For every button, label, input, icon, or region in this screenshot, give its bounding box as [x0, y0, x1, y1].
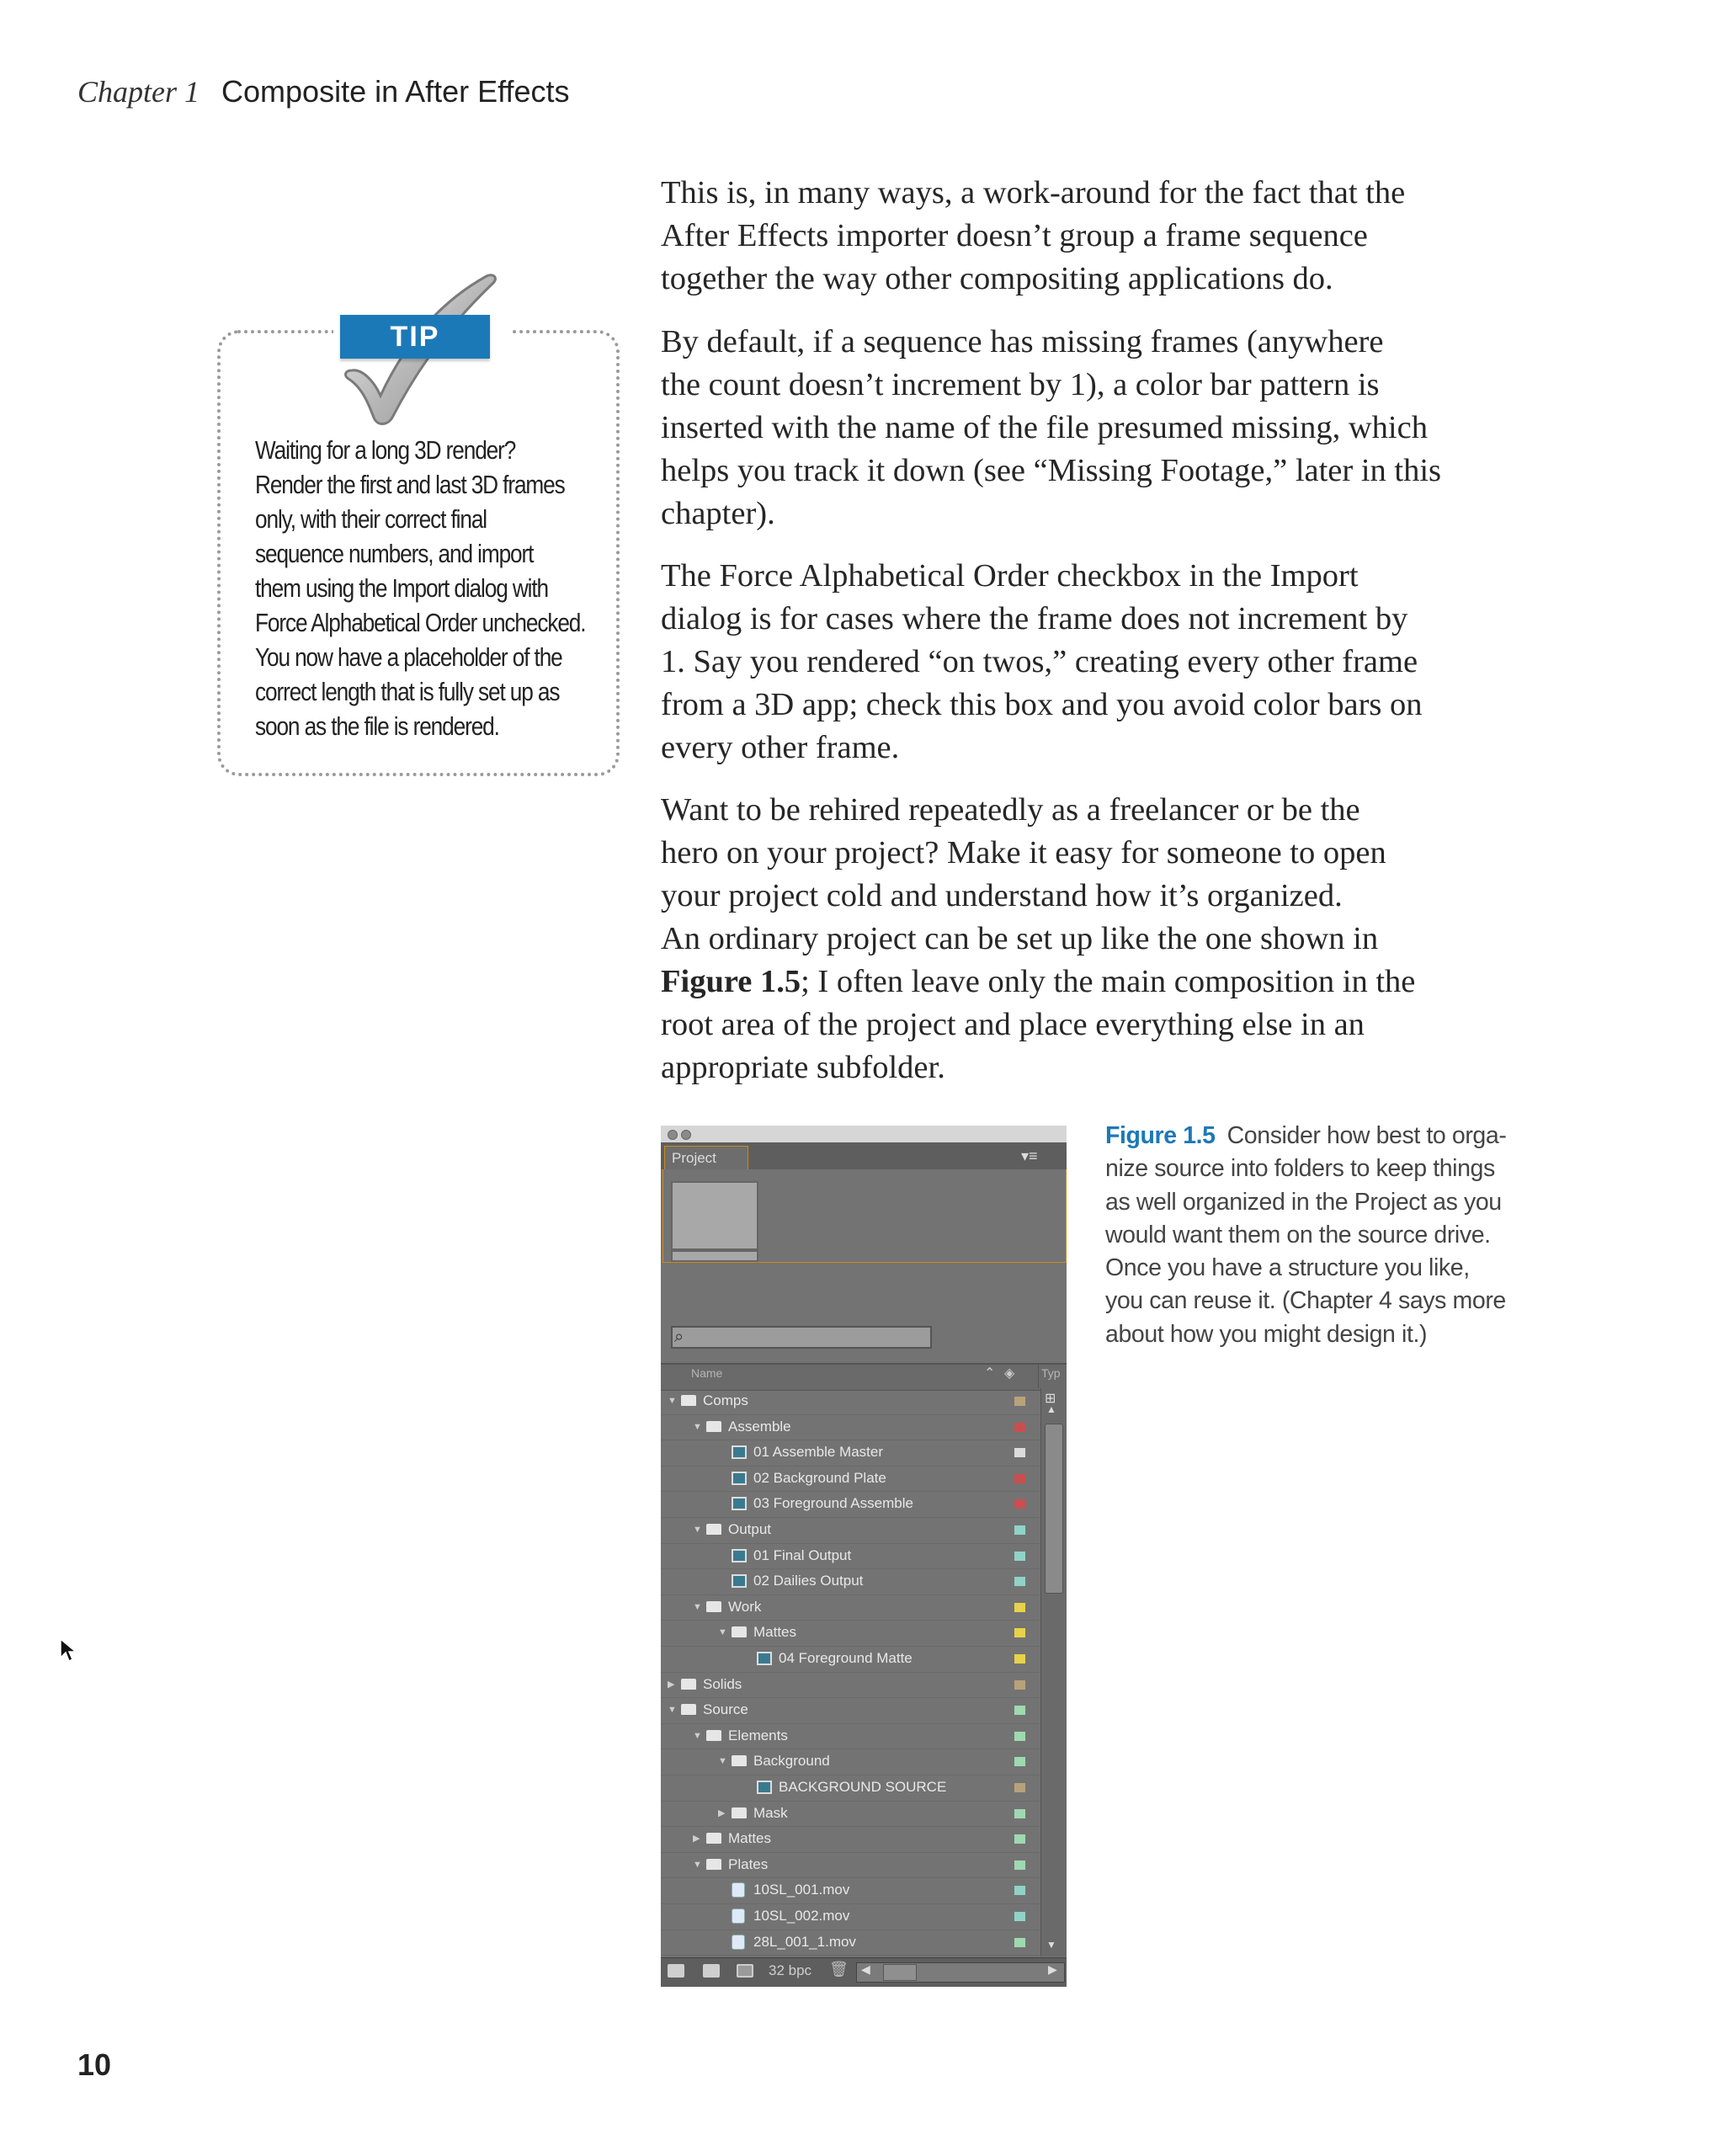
tree-item-label: 02 Background Plate	[753, 1469, 886, 1486]
label-color-swatch[interactable]	[1014, 1834, 1025, 1844]
tree-folder-row[interactable]	[661, 1723, 1040, 1750]
label-color-swatch[interactable]	[1014, 1552, 1025, 1561]
label-color-swatch[interactable]	[1014, 1809, 1025, 1818]
tree-item-label: 01 Assemble Master	[753, 1444, 884, 1461]
disclosure-expanded-icon[interactable]: ▼	[693, 1421, 702, 1432]
disclosure-expanded-icon[interactable]: ▼	[718, 1627, 727, 1638]
composition-icon	[757, 1781, 772, 1794]
column-name-header[interactable]: Name	[691, 1366, 723, 1380]
tree-item-label: Solids	[703, 1675, 742, 1692]
tree-item-label: Background	[753, 1753, 830, 1770]
tab-project[interactable]: Project	[664, 1146, 748, 1169]
flowchart-icon[interactable]: ⊞	[1045, 1392, 1056, 1406]
quicktime-icon	[732, 1882, 745, 1898]
tree-item-label: Work	[728, 1598, 762, 1615]
tree-folder-row[interactable]	[661, 1388, 1040, 1415]
figure-caption	[1105, 1120, 1518, 1351]
disclosure-collapsed-icon[interactable]: ▶	[668, 1679, 675, 1690]
label-color-swatch[interactable]	[1014, 1525, 1025, 1535]
folder-icon	[706, 1601, 721, 1612]
label-color-swatch[interactable]	[1014, 1783, 1025, 1792]
folder-icon	[706, 1833, 721, 1844]
tree-item-row[interactable]	[661, 1543, 1040, 1570]
tree-item-label: 01 Final Output	[753, 1546, 852, 1563]
tree-item-label: Mattes	[728, 1830, 772, 1847]
tree-folder-row[interactable]	[661, 1826, 1040, 1853]
caption-line: you can reuse it. (Chapter 4 says more	[1105, 1287, 1506, 1315]
text-line: root area of the project and place everything else in an	[661, 1007, 1365, 1042]
tree-item-row[interactable]	[661, 1491, 1040, 1518]
text-line: every other frame.	[661, 730, 900, 765]
scroll-up-icon[interactable]: ▲	[1046, 1403, 1056, 1415]
text-line: hero on your project? Make it easy for someone to open	[661, 835, 1386, 870]
tree-folder-row[interactable]	[661, 1801, 1040, 1828]
label-color-swatch[interactable]	[1014, 1938, 1025, 1947]
scroll-left-icon[interactable]: ◀	[861, 1962, 870, 1976]
label-color-swatch[interactable]	[1014, 1732, 1025, 1741]
tip-text	[255, 434, 609, 744]
tree-item-label: 10SL_001.mov	[753, 1882, 850, 1898]
label-color-swatch[interactable]	[1014, 1423, 1025, 1432]
caption-figure-label: Figure 1.5	[1105, 1122, 1216, 1149]
text-line: This is, in many ways, a work-around for the fact that the	[661, 175, 1406, 210]
chapter-title: Composite in After Effects	[221, 74, 570, 109]
new-comp-icon[interactable]	[737, 1964, 753, 1978]
mouse-pointer-icon	[59, 1637, 77, 1663]
text-line: Want to be rehired repeatedly as a freelancer or be the	[661, 792, 1360, 828]
tip-line: them using the Import dialog with	[255, 574, 549, 603]
label-color-swatch[interactable]	[1014, 1680, 1025, 1690]
label-color-swatch[interactable]	[1014, 1603, 1025, 1612]
text-line: 1. Say you rendered “on twos,” creating every other frame	[661, 644, 1418, 679]
thumbnail-divider	[671, 1248, 758, 1252]
text-line: After Effects importer doesn’t group a frame sequence	[661, 218, 1368, 253]
tree-item-label: Output	[728, 1521, 772, 1537]
tree-folder-row[interactable]	[661, 1594, 1040, 1621]
tree-item-label: Comps	[703, 1392, 748, 1408]
folder-icon	[681, 1679, 696, 1690]
label-color-swatch[interactable]	[1014, 1861, 1025, 1870]
tree-item-row[interactable]	[661, 1466, 1040, 1493]
tip-line: Force Alphabetical Order unchecked.	[255, 609, 586, 637]
tree-folder-row[interactable]	[661, 1749, 1040, 1775]
tree-item-row[interactable]	[661, 1568, 1040, 1595]
tip-line: soon as the file is rendered.	[255, 712, 499, 741]
project-panel-screenshot	[661, 1126, 1067, 1987]
tree-item-row[interactable]	[661, 1440, 1040, 1467]
column-type-header[interactable]: Typ	[1041, 1366, 1061, 1380]
label-color-swatch[interactable]	[1014, 1654, 1025, 1664]
window-close-icon[interactable]	[668, 1130, 678, 1140]
text-line: By default, if a sequence has missing frames (anywhere	[661, 324, 1384, 359]
tree-folder-row[interactable]	[661, 1672, 1040, 1699]
text-line: inserted with the name of the file presumed missing, which	[661, 410, 1428, 445]
tree-item-label: Plates	[728, 1855, 769, 1872]
tip-line: Waiting for a long 3D render?	[255, 436, 516, 465]
tree-item-label: 28L_001_1.mov	[753, 1933, 856, 1950]
label-color-swatch[interactable]	[1014, 1706, 1025, 1715]
label-tag-icon[interactable]: ◈	[1004, 1366, 1015, 1381]
caption-line: would want them on the source drive.	[1105, 1221, 1491, 1248]
caption-line: as well organized in the Project as you	[1105, 1188, 1502, 1216]
tree-item-label: Mattes	[753, 1624, 797, 1641]
label-color-swatch[interactable]	[1014, 1577, 1025, 1586]
disclosure-expanded-icon[interactable]: ▼	[693, 1730, 702, 1741]
body-paragraph-2	[661, 321, 1511, 535]
caption-line	[1105, 1120, 1518, 1153]
text-line	[661, 961, 1511, 1003]
search-icon: ⌕	[674, 1328, 684, 1346]
disclosure-expanded-icon[interactable]: ▼	[718, 1756, 727, 1767]
label-color-swatch[interactable]	[1014, 1912, 1025, 1921]
tree-item-label: Assemble	[728, 1418, 791, 1435]
disclosure-collapsed-icon[interactable]: ▶	[693, 1834, 700, 1845]
panel-menu-icon[interactable]: ▾≡	[1021, 1147, 1038, 1164]
text-line: dialog is for cases where the frame does not increment by	[661, 601, 1408, 636]
scroll-right-icon[interactable]: ▶	[1048, 1962, 1057, 1976]
composition-icon	[757, 1652, 772, 1665]
tree-item-label: 03 Foreground Assemble	[753, 1495, 913, 1512]
horizontal-scroll-thumb[interactable]	[883, 1964, 917, 1981]
interpret-footage-icon[interactable]	[668, 1964, 684, 1978]
tree-item-row[interactable]	[661, 1903, 1040, 1930]
tip-line: Render the first and last 3D frames	[255, 471, 565, 499]
tree-item-label: 10SL_002.mov	[753, 1908, 850, 1924]
tree-item-row[interactable]	[661, 1930, 1040, 1956]
tree-item-label: Elements	[728, 1727, 788, 1743]
caption-line: about how you might design it.)	[1105, 1320, 1428, 1348]
folder-icon	[706, 1730, 721, 1741]
scroll-down-icon[interactable]: ▼	[1046, 1939, 1056, 1951]
disclosure-expanded-icon[interactable]: ▼	[693, 1525, 702, 1535]
window-minimize-icon[interactable]	[681, 1130, 691, 1140]
tree-item-row[interactable]	[661, 1775, 1040, 1802]
body-paragraph-4	[661, 789, 1511, 1089]
tip-line: sequence numbers, and import	[255, 540, 534, 568]
folder-icon	[732, 1807, 747, 1818]
text-line: from a 3D app; check this box and you avoid color bars on	[661, 687, 1423, 722]
composition-icon	[732, 1574, 747, 1588]
folder-icon	[706, 1859, 721, 1870]
label-color-swatch[interactable]	[1014, 1448, 1025, 1457]
quicktime-icon	[732, 1908, 745, 1924]
label-color-swatch[interactable]	[1014, 1757, 1025, 1766]
window-title-bar	[661, 1126, 1067, 1143]
text-line: The Force Alphabetical Order checkbox in the Import	[661, 558, 1359, 594]
column-separator	[1038, 1363, 1039, 1388]
tree-item-label: 02 Dailies Output	[753, 1573, 864, 1589]
disclosure-collapsed-icon[interactable]: ▶	[718, 1807, 726, 1818]
tree-item-row[interactable]	[661, 1646, 1040, 1673]
tree-folder-row[interactable]	[661, 1620, 1040, 1647]
caption-first-line: Consider how best to orga-	[1226, 1122, 1507, 1149]
chapter-number: Chapter 1	[77, 75, 200, 109]
label-color-swatch[interactable]	[1014, 1474, 1025, 1483]
tip-line: only, with their correct final	[255, 505, 487, 534]
folder-icon	[681, 1395, 696, 1406]
quicktime-icon	[732, 1935, 745, 1950]
disclosure-expanded-icon[interactable]: ▼	[668, 1705, 677, 1716]
disclosure-expanded-icon[interactable]: ▼	[693, 1859, 702, 1870]
tip-line: You now have a placeholder of the	[255, 643, 562, 672]
label-color-swatch[interactable]	[1014, 1397, 1025, 1406]
caption-line: Once you have a structure you like,	[1105, 1254, 1470, 1282]
bit-depth-button[interactable]: 32 bpc	[769, 1962, 812, 1978]
search-input[interactable]	[671, 1326, 932, 1349]
new-folder-icon[interactable]	[703, 1964, 720, 1978]
disclosure-expanded-icon[interactable]: ▼	[693, 1601, 702, 1612]
caption-line: nize source into folders to keep things	[1105, 1155, 1495, 1183]
running-header	[77, 74, 570, 109]
text-line: appropriate subfolder.	[661, 1050, 945, 1085]
folder-icon	[706, 1524, 721, 1535]
text-line: the count doesn’t increment by 1), a color bar pattern is	[661, 367, 1380, 402]
composition-icon	[732, 1445, 747, 1459]
tip-label: TIP	[340, 315, 490, 359]
tree-folder-row[interactable]	[661, 1852, 1040, 1879]
label-color-swatch[interactable]	[1014, 1886, 1025, 1895]
label-color-swatch[interactable]	[1014, 1628, 1025, 1637]
tip-line: correct length that is fully set up as	[255, 678, 560, 706]
tree-folder-row[interactable]	[661, 1517, 1040, 1544]
text-line: your project cold and understand how it’s organized.	[661, 878, 1343, 913]
folder-icon	[732, 1755, 747, 1766]
text-line: An ordinary project can be set up like the one shown in	[661, 921, 1379, 956]
tree-folder-row[interactable]	[661, 1414, 1040, 1441]
trash-icon[interactable]: 🗑	[829, 1961, 849, 1978]
composition-icon	[732, 1472, 747, 1485]
tree-item-label: BACKGROUND SOURCE	[779, 1779, 947, 1795]
text-line: together the way other compositing applications do.	[661, 261, 1333, 296]
figure-reference: Figure 1.5	[661, 964, 801, 999]
body-paragraph-1	[661, 172, 1511, 301]
tree-folder-row[interactable]	[661, 1697, 1040, 1724]
page-number: 10	[77, 2047, 112, 2082]
tree-item-row[interactable]	[661, 1877, 1040, 1904]
text-line: chapter).	[661, 496, 775, 531]
figure-ref-tail: ; I often leave only the main composition in the	[801, 964, 1416, 999]
folder-icon	[732, 1626, 747, 1637]
tree-item-label: 04 Foreground Matte	[779, 1650, 913, 1666]
composition-icon	[732, 1497, 747, 1510]
body-paragraph-3	[661, 555, 1511, 769]
text-line: helps you track it down (see “Missing Footage,” later in this	[661, 453, 1442, 488]
scroll-thumb[interactable]	[1045, 1424, 1063, 1594]
tree-item-label: Mask	[753, 1804, 788, 1821]
tree-item-label: Source	[703, 1701, 748, 1718]
composition-icon	[732, 1549, 747, 1562]
disclosure-expanded-icon[interactable]: ▼	[668, 1396, 677, 1406]
label-color-swatch[interactable]	[1014, 1499, 1025, 1509]
folder-icon	[706, 1421, 721, 1432]
folder-icon	[681, 1704, 696, 1715]
sort-arrow-icon[interactable]: ⌃	[984, 1366, 996, 1381]
